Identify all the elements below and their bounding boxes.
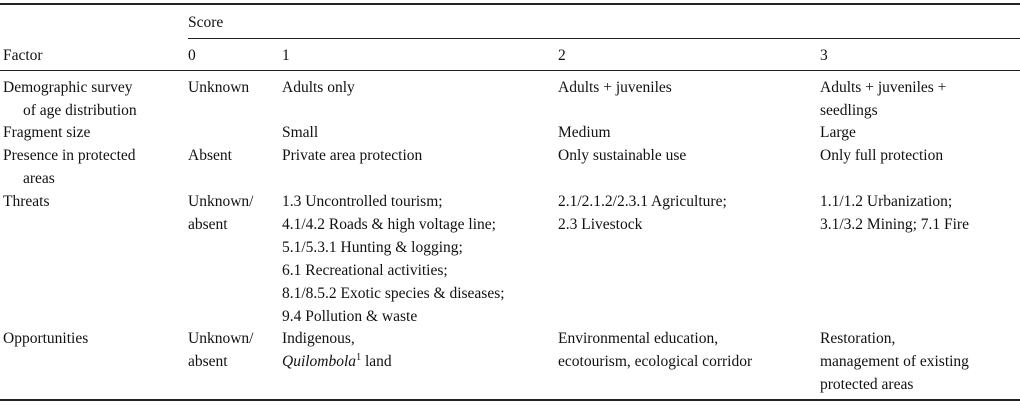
cell-line: protected areas (820, 376, 914, 393)
cell-line (282, 350, 392, 373)
table-cell-s3 (820, 190, 969, 236)
cell-line: Adults + juveniles (558, 79, 672, 96)
cell-line: management of existing (820, 353, 969, 370)
score-0-header: 0 (188, 47, 196, 64)
table-cell-s1 (282, 76, 355, 99)
cell-line: Private area protection (282, 147, 423, 164)
cell-line: 1.3 Uncontrolled tourism; (282, 193, 443, 210)
cell-line: Only sustainable use (558, 147, 687, 164)
cell-line: Opportunities (3, 330, 89, 347)
cell-line: Only full protection (820, 147, 944, 164)
table-cell-s2 (558, 76, 672, 99)
table-cell-s0 (188, 76, 249, 99)
table-cell-factor (3, 144, 136, 190)
cell-line: 2.1/2.1.2/2.3.1 Agriculture; (558, 193, 727, 210)
cell-line: 4.1/4.2 Roads & high voltage line; (282, 216, 496, 233)
cell-line: Absent (188, 147, 232, 164)
table-cell-s1 (282, 327, 392, 373)
cell-line: Adults + juveniles + (820, 79, 947, 96)
score-header: Score (188, 14, 224, 31)
score-rule (188, 38, 1020, 39)
header-rule (0, 70, 1020, 71)
table-cell-s1 (282, 121, 318, 144)
cell-line: Demographic survey (3, 79, 133, 96)
score-1-header: 1 (282, 47, 290, 64)
cell-line: Large (820, 124, 856, 141)
table-cell-s0 (188, 327, 253, 373)
cell-line: 8.1/8.5.2 Exotic species & diseases; (282, 285, 505, 302)
table-cell-s1 (282, 190, 505, 328)
cell-line: Small (282, 124, 319, 141)
cell-line: 1.1/1.2 Urbanization; (820, 193, 953, 210)
table-cell-s3 (820, 76, 946, 122)
cell-line: Indigenous, (282, 330, 355, 347)
table-cell-s3 (820, 144, 943, 167)
cell-line: Adults only (282, 79, 355, 96)
table-cell-s1 (282, 144, 422, 167)
table-cell-factor (3, 190, 49, 213)
cell-line: of age distribution (23, 102, 137, 119)
cell-line: 6.1 Recreational activities; (282, 262, 448, 279)
bottom-rule (0, 399, 1020, 401)
top-rule (0, 3, 1020, 5)
cell-line: 3.1/3.2 Mining; 7.1 Fire (820, 216, 969, 233)
cell-line: 2.3 Livestock (558, 216, 643, 233)
table-cell-s0 (188, 144, 232, 167)
term-rest: land (361, 353, 392, 370)
table-cell-s3 (820, 327, 969, 396)
table-cell-s2 (558, 121, 611, 144)
score-3-header: 3 (820, 47, 828, 64)
cell-line: ecotourism, ecological corridor (558, 353, 753, 370)
table-cell-s2 (558, 144, 686, 167)
cell-line: Unknown/ (188, 193, 254, 210)
cell-line: areas (23, 170, 55, 187)
table-cell-factor (3, 76, 137, 122)
score-2-header: 2 (558, 47, 566, 64)
cell-line: Medium (558, 124, 611, 141)
table-cell-factor (3, 327, 88, 350)
italic-term: Quilombola (282, 353, 357, 370)
cell-line: Presence in protected (3, 147, 136, 164)
cell-line: Fragment size (3, 124, 91, 141)
cell-line: 5.1/5.3.1 Hunting & logging; (282, 239, 463, 256)
footnote-marker: 1 (356, 352, 362, 363)
table-cell-s3 (820, 121, 856, 144)
table-cell-s0 (188, 190, 253, 236)
table-cell-s2 (558, 327, 752, 373)
table-cell-s2 (558, 190, 727, 236)
cell-line: Unknown (188, 79, 250, 96)
cell-line: absent (188, 353, 228, 370)
cell-line: seedlings (820, 102, 878, 119)
cell-line: 9.4 Pollution & waste (282, 308, 418, 325)
cell-line: Restoration, (820, 330, 896, 347)
cell-line: Threats (3, 193, 50, 210)
cell-line: absent (188, 216, 228, 233)
table-cell-factor (3, 121, 90, 144)
factor-header: Factor (3, 47, 43, 64)
cell-line: Environmental education, (558, 330, 719, 347)
cell-line: Unknown/ (188, 330, 254, 347)
